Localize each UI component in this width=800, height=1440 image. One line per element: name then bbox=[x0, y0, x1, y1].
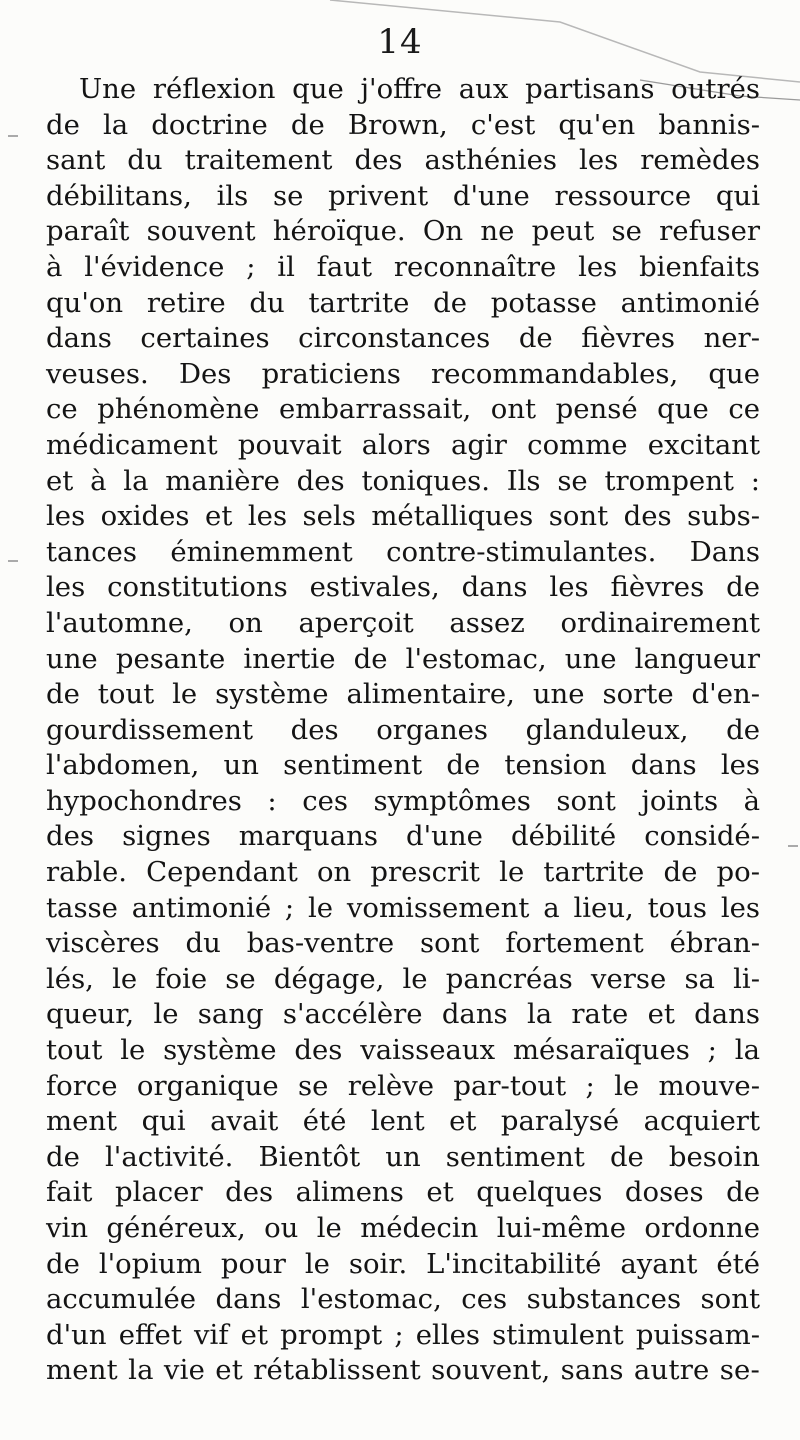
text-line: et à la manière des toniques. Ils se trompent : bbox=[46, 464, 760, 497]
margin-speck bbox=[788, 845, 798, 847]
body-text bbox=[46, 72, 760, 1389]
text-line: médicament pouvait alors agir comme excitant bbox=[46, 428, 760, 461]
text-line: de l'activité. Bientôt un sentiment de besoin bbox=[46, 1140, 760, 1173]
text-line: de l'opium pour le soir. L'incitabilité ayant été bbox=[46, 1247, 760, 1280]
text-line: ment la vie et rétablissent souvent, sans autre se- bbox=[46, 1354, 760, 1387]
text-line: fait placer des alimens et quelques doses de bbox=[46, 1176, 760, 1209]
text-line: dans certaines circonstances de fièvres ner- bbox=[46, 322, 760, 355]
margin-speck bbox=[8, 560, 18, 562]
text-line: l'abdomen, un sentiment de tension dans les bbox=[46, 749, 760, 782]
text-line: tasse antimonié ; le vomissement a lieu, tous les bbox=[46, 891, 760, 924]
text-line: d'un effet vif et prompt ; elles stimulent puissam- bbox=[46, 1318, 760, 1351]
text-line: ce phénomène embarrassait, ont pensé que ce bbox=[46, 393, 760, 426]
text-line: les oxides et les sels métalliques sont des subs- bbox=[46, 500, 760, 533]
text-line: Une réflexion que j'offre aux partisans outrés bbox=[79, 73, 760, 105]
text-line: viscères du bas-ventre sont fortement ébran- bbox=[46, 927, 760, 960]
text-line: de la doctrine de Brown, c'est qu'en bannis- bbox=[46, 108, 760, 141]
text-line: hypochondres : ces symptômes sont joints à bbox=[46, 784, 760, 817]
text-line: vin généreux, ou le médecin lui-même ordonne bbox=[46, 1212, 760, 1244]
text-line: tout le système des vaisseaux mésaraïques ; la bbox=[46, 1034, 760, 1067]
text-line: les constitutions estivales, dans les fièvres de bbox=[46, 571, 760, 604]
text-line: sant du traitement des asthénies les remèdes bbox=[46, 144, 760, 177]
text-line: qu'on retire du tartrite de potasse antimonié bbox=[46, 286, 760, 319]
text-line: ment qui avait été lent et paralysé acquiert bbox=[46, 1105, 760, 1138]
text-line: rable. Cependant on prescrit le tartrite de po- bbox=[46, 856, 760, 889]
text-line: l'automne, on aperçoit assez ordinairement bbox=[46, 606, 760, 639]
text-line: tances éminemment contre-stimulantes. Dans bbox=[46, 535, 760, 568]
text-line: veuses. Des praticiens recommandables, que bbox=[46, 357, 760, 390]
text-line: accumulée dans l'estomac, ces substances sont bbox=[46, 1283, 760, 1316]
text-line: paraît souvent héroïque. On ne peut se refuser bbox=[46, 215, 760, 248]
text-line: de tout le système alimentaire, une sorte d'en- bbox=[46, 678, 760, 711]
text-line: débilitans, ils se privent d'une ressource qui bbox=[46, 179, 760, 212]
page-number: 14 bbox=[377, 22, 423, 62]
text-line: queur, le sang s'accélère dans la rate et dans bbox=[46, 998, 760, 1031]
text-line: force organique se relève par-tout ; le mouve- bbox=[46, 1069, 760, 1102]
text-line: à l'évidence ; il faut reconnaître les bienfaits bbox=[46, 250, 760, 283]
text-line: lés, le foie se dégage, le pancréas verse sa li- bbox=[46, 962, 760, 995]
text-line: gourdissement des organes glanduleux, de bbox=[46, 713, 760, 746]
text-line: une pesante inertie de l'estomac, une langueur bbox=[46, 642, 760, 675]
margin-speck bbox=[8, 135, 18, 137]
text-line: des signes marquans d'une débilité considé- bbox=[46, 820, 760, 853]
